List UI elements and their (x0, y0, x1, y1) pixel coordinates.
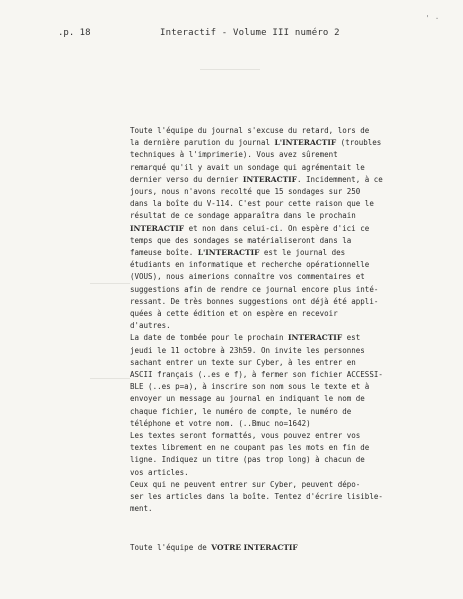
corner-marks: ' · (425, 14, 440, 23)
body-line: INTERACTIF et non dans celui-ci. On espère d'ici ce (130, 223, 370, 233)
bleed-through-mark (90, 283, 130, 290)
body-line: (VOUS), nous aimerions connaître vos commentaires et (130, 272, 365, 282)
body-line: textes librement en ne coupant pas les mots en fin de (130, 443, 370, 453)
body-line: La date de tombée pour le prochain INTERACTIF est (130, 333, 361, 343)
body-line: étudiants en informatique et recherche opérationnelle (130, 260, 370, 270)
body-line: téléphone et votre nom. (..Bmuc no=1642) (130, 418, 311, 428)
body-line: quées à cette édition et on espère en recevoir (130, 309, 338, 319)
body-line: temps que des sondages se matérialiseront dans la (130, 235, 352, 245)
body-line: d'autres. (130, 321, 171, 331)
body-line: sachant entrer un texte sur Cyber, à les entrer en (130, 357, 356, 367)
page-number: .p. 18 (58, 28, 91, 38)
body-line: remarqué qu'il y avait un sondage qui agrémentait le (130, 162, 365, 172)
page-header (0, 14, 463, 42)
article-body (130, 125, 383, 516)
body-line: Toute l'équipe du journal s'excuse du retard, lors de (130, 126, 370, 135)
body-line: Ceux qui ne peuvent entrer sur Cyber, peuvent dépo- (130, 479, 361, 489)
body-line: BLE (..es p=a), à inscrire son nom sous le texte et à (130, 382, 370, 392)
body-line: techniques à l'imprimerie). Vous avez sûrement (130, 150, 338, 160)
body-line: jours, nous n'avons recolté que 15 sondages sur 250 (130, 187, 361, 197)
signature-line: Toute l'équipe de VOTRE INTERACTIF (130, 543, 298, 552)
body-line: envoyer un message au journal en indiquant le nom de (130, 394, 365, 404)
body-line: ment. (130, 504, 153, 514)
body-line: ser les articles dans la boîte. Tentez d'écrire lisible- (130, 492, 383, 502)
body-line: fameuse boîte. L'INTERACTIF est le journal des (130, 248, 346, 258)
body-line: ligne. Indiquez un titre (pas trop long) à chacun de (130, 455, 365, 465)
running-title: Interactif - Volume III numéro 2 (160, 28, 340, 38)
body-line: dernier verso du dernier INTERACTIF. Incidemment, à ce (130, 174, 383, 184)
body-line: dans la boîte du V-114. C'est pour cette raison que le (130, 199, 374, 209)
body-line: ASCII français (..es e f), à fermer son fichier ACCESSI- (130, 370, 383, 380)
body-line: résultat de ce sondage apparaîtra dans le prochain (130, 211, 356, 221)
body-line: ressant. De très bonnes suggestions ont déjà été appli- (130, 296, 379, 306)
body-line: suggestions afin de rendre ce journal encore plus inté- (130, 284, 379, 294)
body-line: Les textes seront formattés, vous pouvez entrer vos (130, 431, 361, 441)
body-line: vos articles. (130, 467, 189, 477)
body-line: chaque fichier, le numéro de compte, le numéro de (130, 406, 352, 416)
body-line: la dernière parution du journal L'INTERACTIF (troubles (130, 138, 382, 148)
bleed-through-mark (90, 378, 130, 385)
body-line: jeudi le 11 octobre à 23h59. On invite les personnes (130, 345, 365, 355)
bleed-through-mark (200, 69, 260, 78)
